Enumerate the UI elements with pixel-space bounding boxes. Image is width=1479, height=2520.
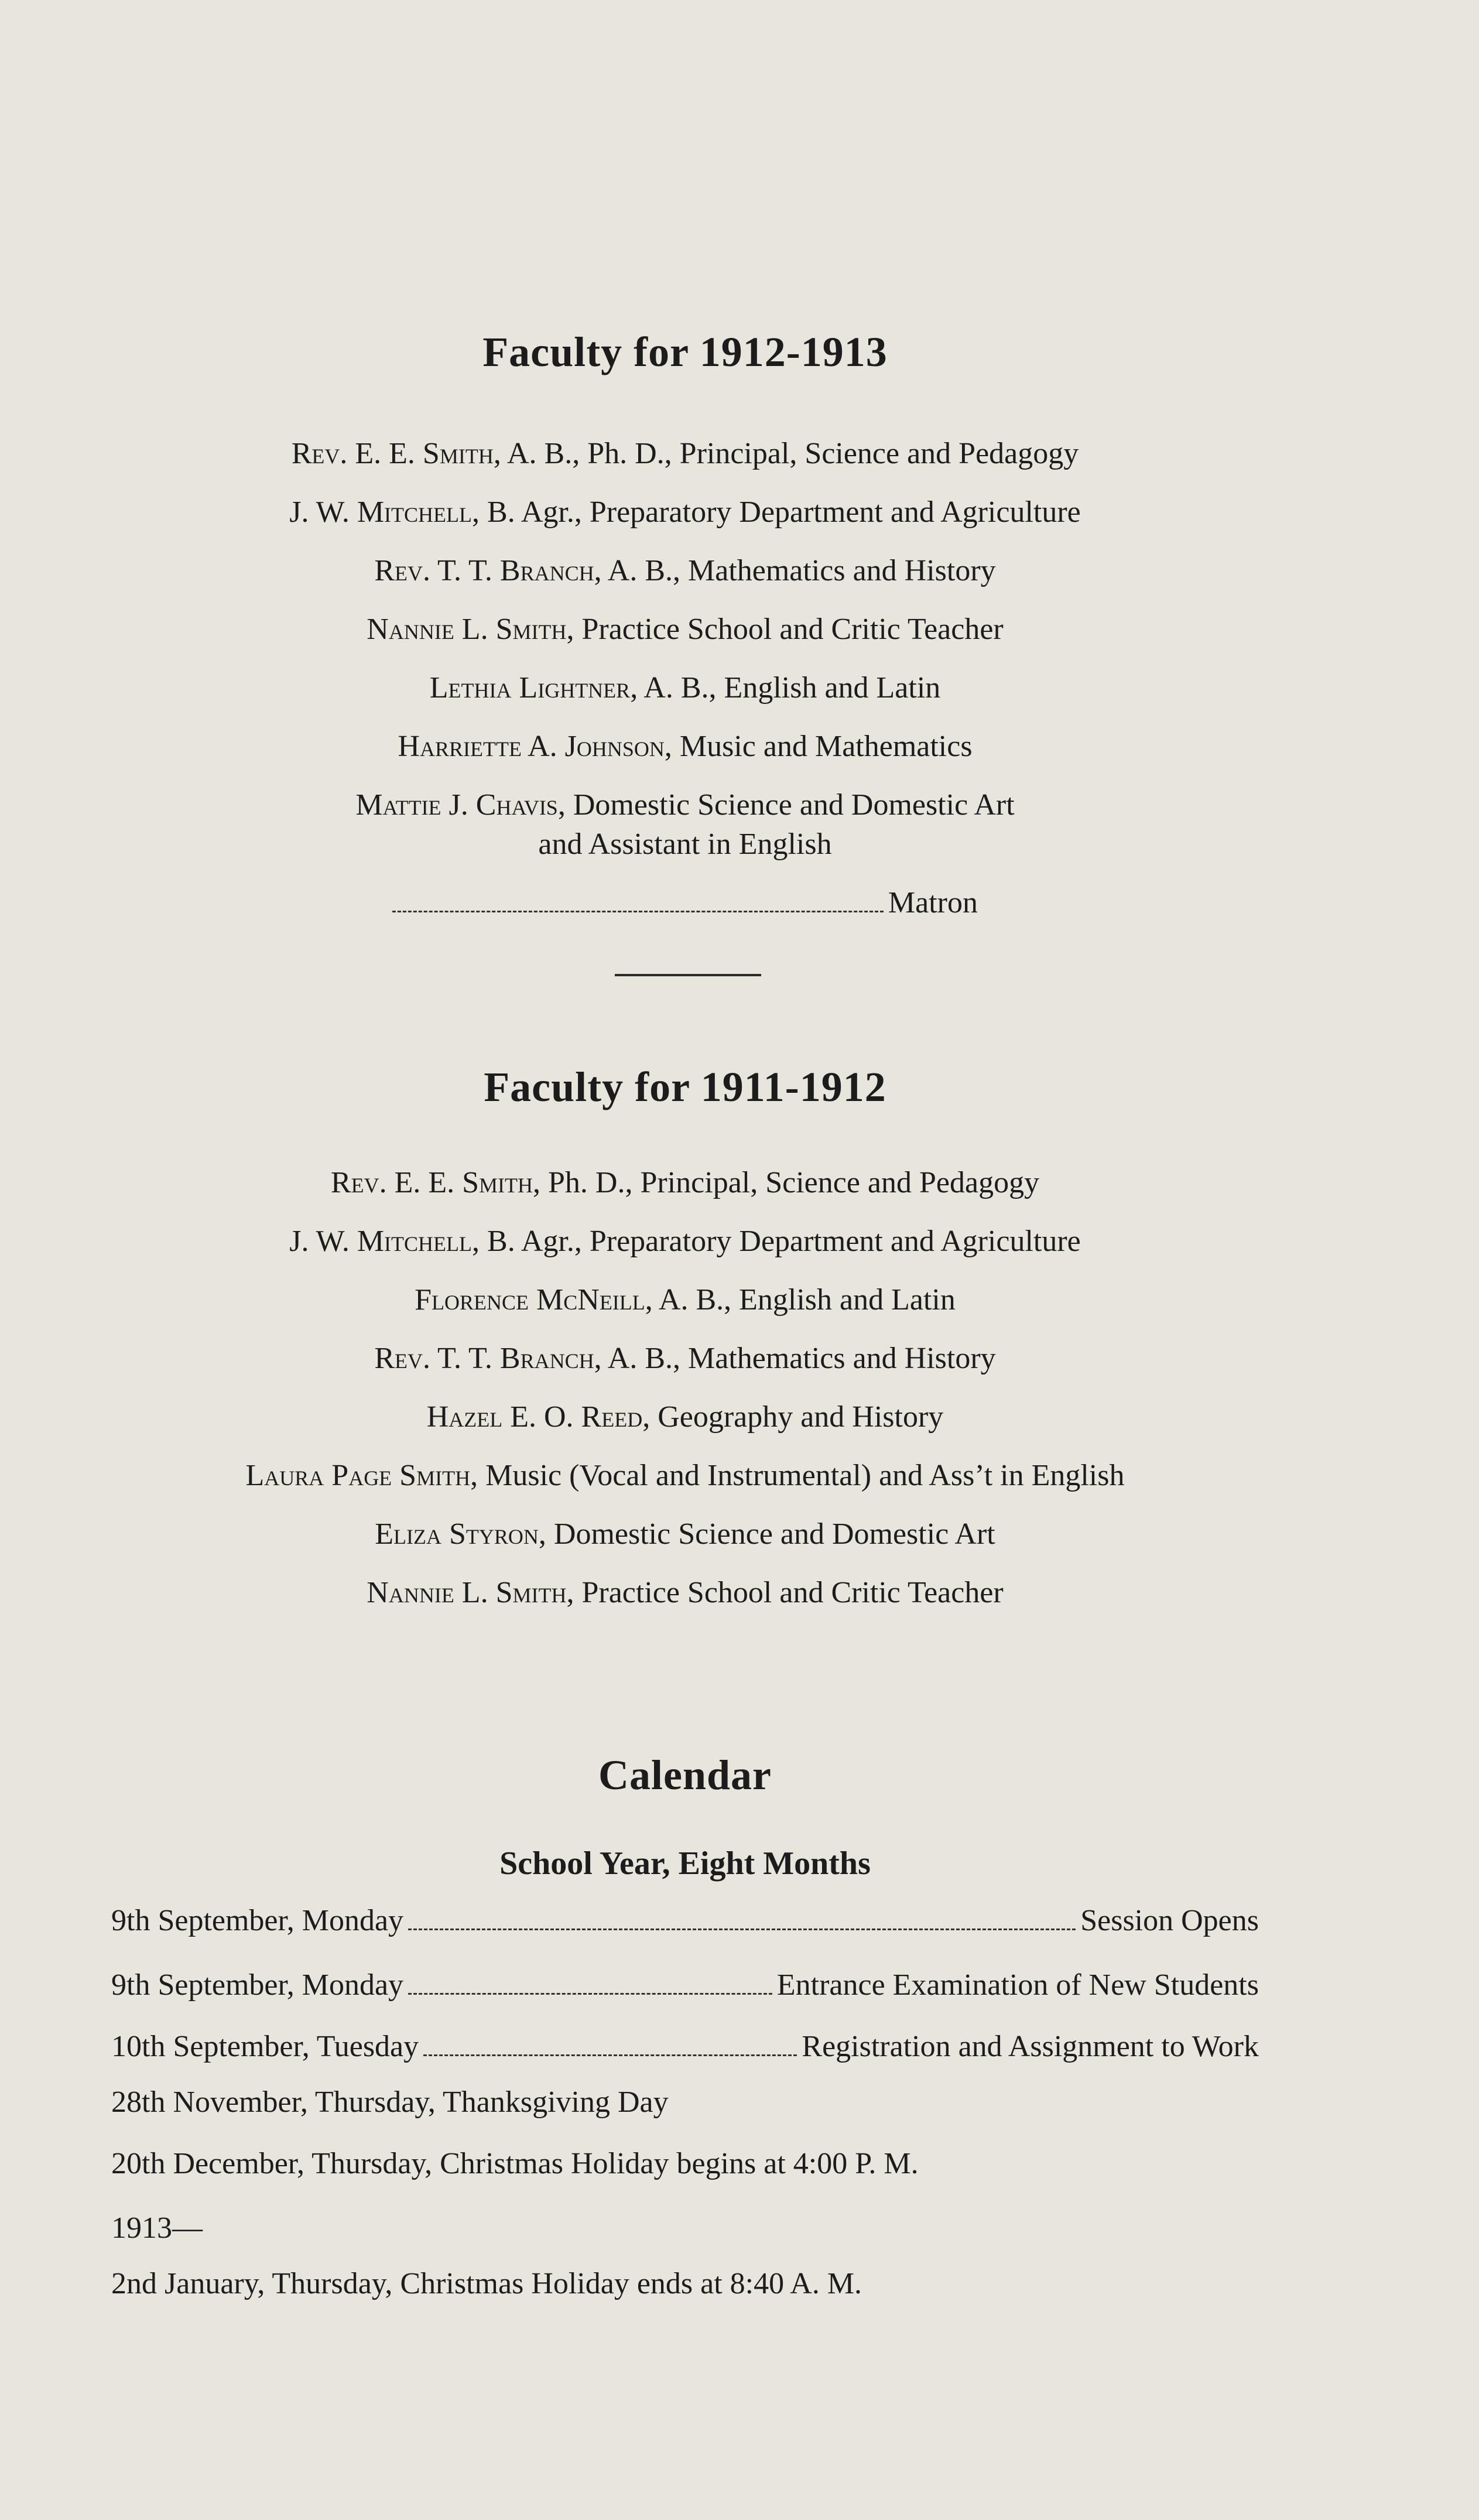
faculty-name: Eliza Styron <box>375 1517 539 1551</box>
faculty-name: Mattie J. Chavis <box>355 788 558 822</box>
faculty-details: , Ph. D., Principal, Science and Pedagogy <box>533 1166 1040 1199</box>
faculty-1912-continuation: and Assistant in English <box>538 828 832 861</box>
faculty-1911-line <box>0 1517 1370 1551</box>
faculty-1912-line <box>0 436 1370 471</box>
faculty-1911-line <box>0 1283 1370 1317</box>
faculty-name: Rev. T. T. Branch <box>374 554 594 587</box>
faculty-1912-line <box>0 495 1370 529</box>
faculty-name: Rev. E. E. Smith <box>291 437 494 470</box>
calendar-year-marker: 1913— <box>111 2211 203 2245</box>
calendar-date: 9th September, Monday <box>111 1904 404 1937</box>
matron-line <box>392 885 978 920</box>
faculty-1911-line <box>0 1575 1370 1610</box>
dotted-leader <box>408 1929 1076 1930</box>
faculty-details: , Practice School and Critic Teacher <box>566 1576 1004 1609</box>
dotted-leader <box>392 911 884 912</box>
faculty-details: , Music and Mathematics <box>664 730 973 763</box>
matron-label: Matron <box>888 886 978 919</box>
faculty-details: , A. B., Mathematics and History <box>594 1342 996 1375</box>
faculty-details: , A. B., Mathematics and History <box>594 554 996 587</box>
faculty-name: Nannie L. Smith <box>367 1576 567 1609</box>
faculty-name: Rev. E. E. Smith <box>330 1166 533 1199</box>
faculty-1912-line <box>0 612 1370 647</box>
faculty-details: , Geography and History <box>642 1400 944 1434</box>
dotted-leader <box>408 1993 772 1995</box>
calendar-entry: 28th November, Thursday, Thanksgiving Day <box>111 2085 669 2119</box>
calendar-subtitle: School Year, Eight Months <box>499 1845 871 1882</box>
faculty-details: , Domestic Science and Domestic Art <box>557 788 1015 822</box>
faculty-1911-title: Faculty for 1911-1912 <box>484 1064 886 1110</box>
faculty-name: Lethia Lightner <box>429 671 631 705</box>
calendar-entry <box>111 2029 1259 2064</box>
faculty-name: J. W. Mitchell <box>289 1225 473 1258</box>
faculty-details: , A. B., English and Latin <box>630 671 941 705</box>
faculty-1911-line <box>0 1341 1370 1376</box>
faculty-name: Harriette A. Johnson <box>398 730 665 763</box>
faculty-name: Rev. T. T. Branch <box>374 1342 594 1375</box>
faculty-details: , Domestic Science and Domestic Art <box>538 1517 995 1551</box>
calendar-date: 10th September, Tuesday <box>111 2030 419 2063</box>
faculty-name: Hazel E. O. Reed <box>426 1400 643 1434</box>
calendar-title: Calendar <box>598 1752 772 1798</box>
faculty-name: Laura Page Smith <box>245 1459 471 1492</box>
calendar-event: Registration and Assignment to Work <box>802 2030 1259 2063</box>
calendar-entry <box>111 1903 1259 1938</box>
faculty-details: , A. B., English and Latin <box>645 1283 956 1317</box>
faculty-1912-line <box>0 729 1370 764</box>
faculty-1912-title: Faculty for 1912-1913 <box>482 329 888 375</box>
faculty-1912-line <box>0 788 1370 822</box>
calendar-entry <box>111 1968 1259 2002</box>
faculty-1911-line <box>0 1224 1370 1259</box>
faculty-1911-line <box>0 1400 1370 1434</box>
calendar-entry: 2nd January, Thursday, Christmas Holiday ends at 8:40 A. M. <box>111 2267 862 2300</box>
faculty-details: , B. Agr., Preparatory Department and Agriculture <box>472 1225 1081 1258</box>
faculty-1911-line <box>0 1458 1370 1493</box>
calendar-date: 9th September, Monday <box>111 1968 404 2002</box>
faculty-name: J. W. Mitchell <box>289 495 473 529</box>
calendar-event: Session Opens <box>1080 1904 1259 1937</box>
faculty-details: , A. B., Ph. D., Principal, Science and Pedagogy <box>493 437 1079 470</box>
faculty-1912-line <box>0 553 1370 588</box>
faculty-name: Nannie L. Smith <box>367 613 567 646</box>
section-divider <box>615 974 761 976</box>
faculty-details: , B. Agr., Preparatory Department and Agriculture <box>472 495 1081 529</box>
faculty-details: , Practice School and Critic Teacher <box>566 613 1004 646</box>
faculty-1912-line <box>0 671 1370 705</box>
faculty-details: , Music (Vocal and Instrumental) and Ass’t in English <box>470 1459 1125 1492</box>
faculty-1911-line <box>0 1165 1370 1200</box>
dotted-leader <box>423 2054 797 2056</box>
faculty-name: Florence McNeill <box>415 1283 645 1317</box>
calendar-entry: 20th December, Thursday, Christmas Holiday begins at 4:00 P. M. <box>111 2147 919 2180</box>
calendar-event: Entrance Examination of New Students <box>776 1968 1259 2002</box>
